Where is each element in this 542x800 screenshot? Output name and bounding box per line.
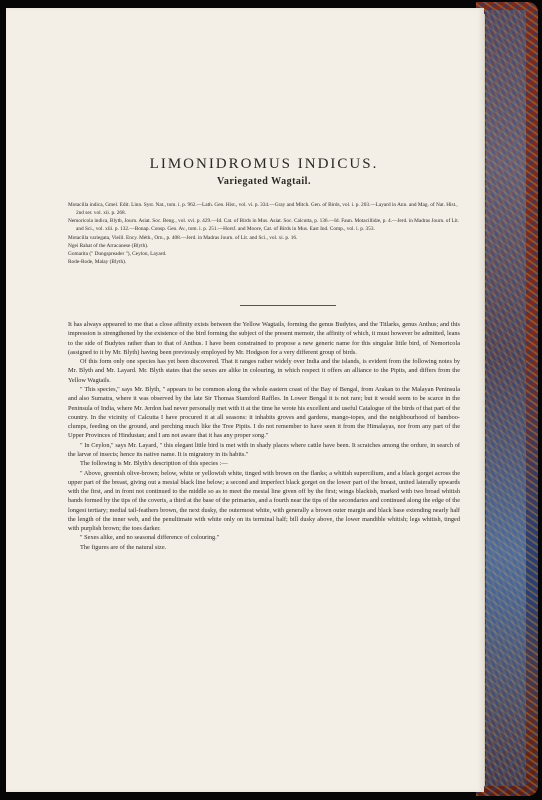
synonymy-block xyxy=(68,201,460,266)
synonym-entry: Motacilla indica, Gmel. Edit. Linn. Syst. Nat., tom. i. p. 962.—Lath. Gen. Hist., vol. vi. p. 334.—Gray and Mitch. Gen. of Birds, vol. i. p. 203.—Layard in Ann. and Mag. of Nat. Hist., 2nd ser. vol. xii. p. 268. xyxy=(68,202,458,217)
synonym-entry: Nemoricola indica, Blyth, Journ. Asiat. Soc. Beng., vol. xvi. p. 429.—Id. Cat. of Birds in Mus. Asiat. Soc. Calcutta, p. 136.—Id. Faun. Motacillidæ, p. 4.—Jerd. in Madras Journ. of Lit. and Sci., vol. xiii. p. 132.—Bonap. Consp. Gen. Av., tom. i. p. 251.—Horsf. and Moore, Cat. of Birds in Mus. East Ind. Comp., vol. i. p. 353. xyxy=(68,218,460,233)
synonym-entry: Motacilla variegata, Vieill. Ency. Méth., Orn., p. 408.—Jerd. in Madras Journ. of Lit. and Sci., vol. xi. p. 16. xyxy=(68,234,298,241)
paragraph: " In Ceylon," says Mr. Layard, " this elegant little bird is met with in shady places where cattle have been. It scratches among the ordure, in search of the larvæ of insects; hence its native name. It is migratory in its habits." xyxy=(68,441,460,458)
paragraph: Of this form only one species has yet been discovered. That it ranges rather widely over India and the islands, is evident from the following notes by Mr. Blyth and Mr. Layard. Mr. Blyth states that the sexes are alike in colouring, in which respect it offers an alliance to the Pipits, and differs from the Yellow Wagtails. xyxy=(68,358,460,384)
paragraph: " This species," says Mr. Blyth, " appears to be common along the whole eastern coast of the Bay of Bengal, from Arakan to the Malayan Peninsula and also Sumatra, where it was observed by the late Sir Thomas Stamford Raffles. In Lower Bengal it is not rare; but it would seem to be scarce in the Peninsula of India, where Mr. Jerdon had never personally met with it at the time he wrote his excellent and useful Catalogue of the birds of that part of the country. In the vicinity of Calcutta I have procured it at all seasons: it inhabits groves and gardens, mango-topes, and the neighbourhood of bamboo-clumps, feeding on the ground, and perching much like the Tree Pipits. I do not remember to have seen it from the Himalayas, nor from any part of the Upper Provinces of Hindustan; and I am not aware that it has any proper song." xyxy=(68,385,460,440)
plate-subtitle: Variegated Wagtail. xyxy=(217,176,311,187)
paragraph: The figures are of the natural size. xyxy=(80,543,167,551)
synonym-entry: Ngei Rahat of the Arracanese (Blyth). xyxy=(68,242,149,249)
marbled-endpaper xyxy=(486,10,526,786)
body-text xyxy=(68,320,460,552)
synonym-entry: Gomarita (" Dungspreader "), Ceylon, Layard. xyxy=(68,250,167,257)
paragraph: " Above, greenish olive-brown; below, white or yellowish white, tinged with brown on the flanks; a whitish supercilium, and a black gorget across the upper part of the breast, giving out a mesial black line below; a second and imperfect black gorget on the lower part of the breast, united laterally upwards with the first, and in front not continued to the middle so as to meet the mesial line given off by the first; wings blackish, marked with two broad whitish bands formed by the tips of the coverts, a third at the base of the primaries, and a fourth near the tips of the secondaries and continued along the edge of the longest tertiary; medial tail-feathers brown, the next dusky, the outermost white, with generally a brown outer margin and black base extending nearly half the length of the inner web, and the penultimate with white only on its terminal half; bill dusky above, the lower mandible whitish; legs whitish, tinged with purplish brown; the toes darker. xyxy=(68,469,460,533)
book-page xyxy=(6,8,484,792)
paragraph: The following is Mr. Blyth's description of this species :— xyxy=(80,460,228,468)
synonym-entry: Rode-Rode, Malay (Blyth). xyxy=(68,259,127,266)
section-divider xyxy=(240,305,336,306)
plate-title: LIMONIDROMUS INDICUS. xyxy=(149,156,379,172)
paragraph: It has always appeared to me that a close affinity exists between the Yellow Wagtails, forming the genus Budytes, and the Titlarks, genus Anthus; and this impression is strengthened by the existence of the bird forming the subject of the present memoir, the affinity of which, it must however be admitted, leans to the side of Budytes rather than to that of Anthus. I have been constrained to propose a new generic name for this singular little bird, of Nemoricola (assigned to it by Mr. Blyth) having been previously employed by Mr. Hodgson for a very different group of birds. xyxy=(68,321,460,356)
paragraph: " Sexes alike, and no seasonal difference of colouring." xyxy=(80,534,220,542)
